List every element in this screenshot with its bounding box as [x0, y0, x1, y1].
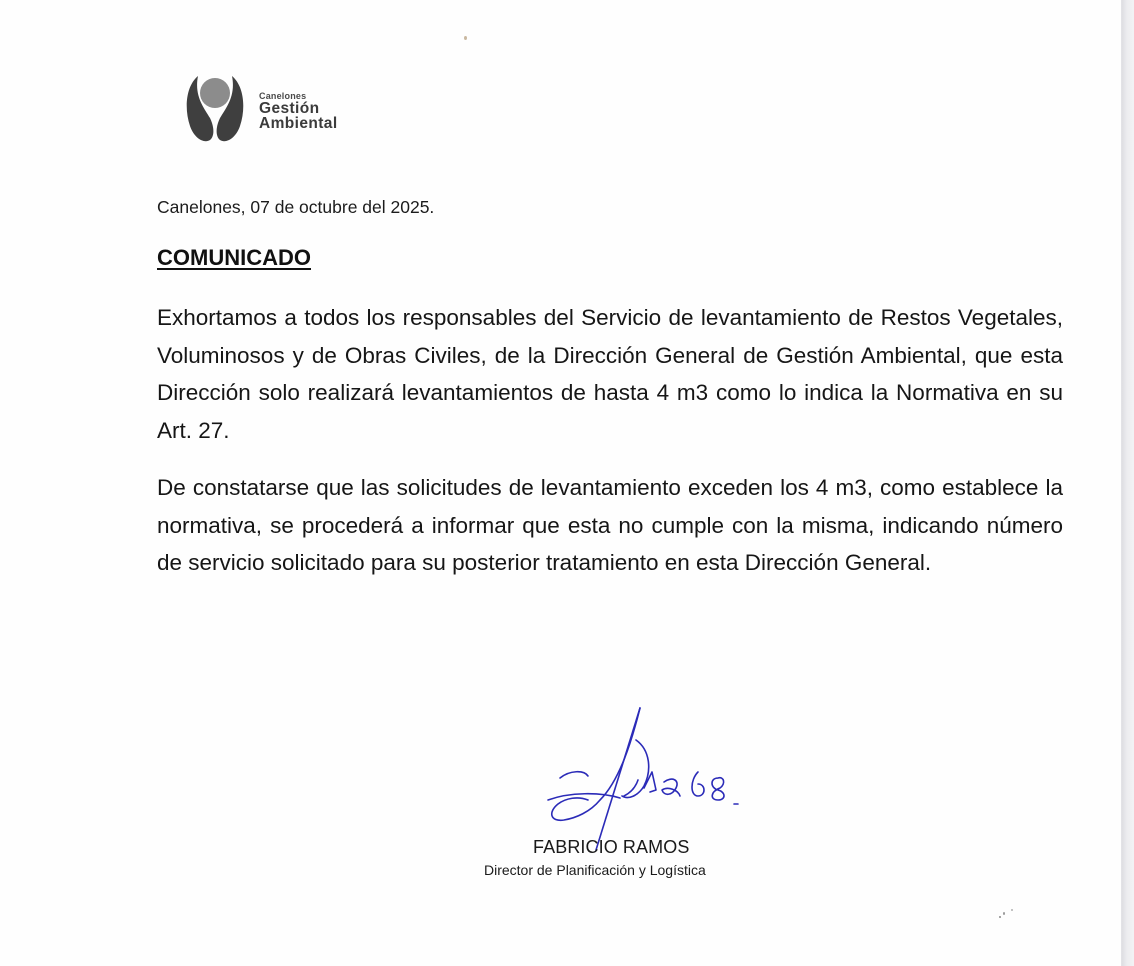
signature-text: 4968. [540, 700, 543, 701]
signatory-role: Director de Planificación y Logística [484, 862, 706, 878]
document-title: COMUNICADO [157, 245, 311, 270]
scan-speck [1003, 912, 1005, 915]
handwritten-signature [540, 700, 760, 860]
logo-org-small: Canelones [259, 91, 307, 101]
date-line: Canelones, 07 de octubre del 2025. [157, 197, 435, 217]
page-edge-shadow [1121, 0, 1134, 966]
signatory-name: FABRICIO RAMOS [533, 837, 690, 857]
body-paragraph-1: Exhortamos a todos los responsables del Servicio de levantamiento de Restos Vegetales, Voluminosos y de Obras Civiles, de la Dirección General de Gestión Ambiental, que esta Dirección solo realizará levantamientos de hasta 4 m3 como lo indica la Normativa en su Art. 27. [157, 305, 1063, 443]
scan-speck [1011, 909, 1013, 911]
logo-org-line1: Gestión [259, 100, 320, 117]
gestion-ambiental-logo-icon [184, 74, 246, 144]
logo-wordmark [259, 92, 338, 131]
logo-circle [200, 78, 230, 108]
scan-speck [464, 36, 467, 40]
body-paragraph-2: De constatarse que las solicitudes de levantamiento exceden los 4 m3, como establece la normativa, se procederá a informar que esta no cumple con la misma, indicando número de servicio solicitado para su posterior tratamiento en esta Dirección General. [157, 475, 1063, 575]
logo-org-line2: Ambiental [259, 115, 338, 132]
org-logo [184, 74, 364, 146]
scan-speck [999, 916, 1001, 918]
